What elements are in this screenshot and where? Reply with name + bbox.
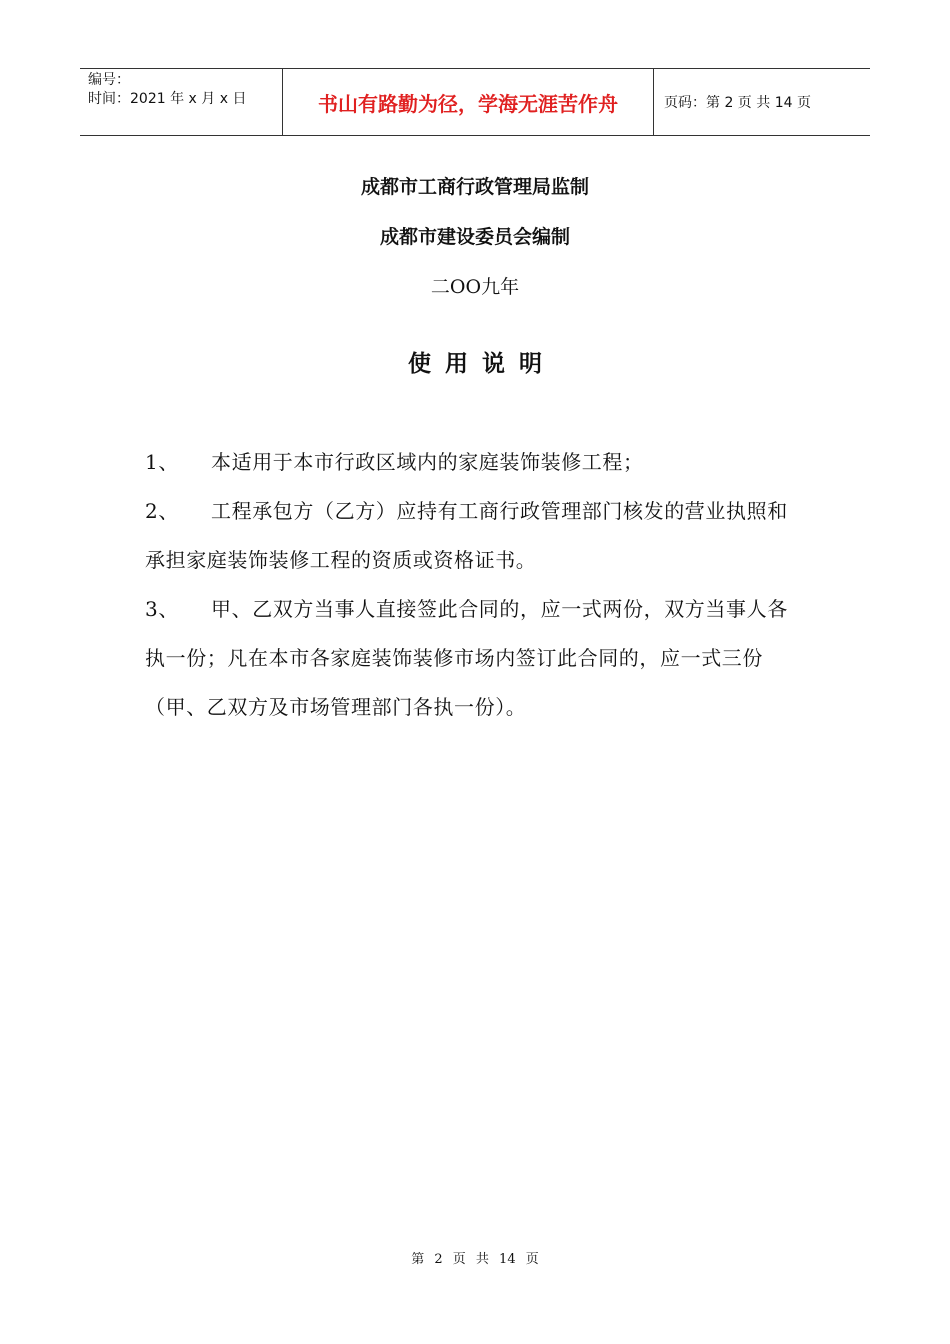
item-number: 3、 xyxy=(145,597,179,621)
page-header xyxy=(80,68,870,136)
item-text: 本适用于本市行政区域内的家庭装饰装修工程； xyxy=(211,450,644,474)
header-motto: 书山有路勤为径，学海无涯苦作舟 xyxy=(282,69,654,135)
page-footer: 第 2 页 共 14 页 xyxy=(411,1252,539,1267)
supervisor-title: 成都市工商行政管理局监制 xyxy=(360,176,589,198)
list-item xyxy=(145,438,795,487)
document-number-label: 编号： xyxy=(88,72,130,88)
compiler-title: 成都市建设委员会编制 xyxy=(379,226,570,248)
header-meta xyxy=(80,69,282,135)
instructions-heading: 使用说明 xyxy=(408,351,556,377)
item-number: 2、 xyxy=(145,499,179,523)
document-time-label: 时间：2021 年 x 月 x 日 xyxy=(88,91,247,107)
list-item xyxy=(145,585,795,732)
instructions-list xyxy=(145,438,795,732)
item-text: 甲、乙双方当事人直接签此合同的，应一式两份，双方当事人各执一份；凡在本市各家庭装饰装修市场内签订此合同的，应一式三份（甲、乙双方及市场管理部门各执一份）。 xyxy=(145,597,788,719)
item-number: 1、 xyxy=(145,450,179,474)
list-item xyxy=(145,487,795,585)
item-text: 工程承包方（乙方）应持有工商行政管理部门核发的营业执照和承担家庭装饰装修工程的资质或资格证书。 xyxy=(145,499,788,572)
year-title: 二OO九年 xyxy=(430,276,520,298)
header-page-info: 页码：第 2 页 共 14 页 xyxy=(664,95,811,111)
